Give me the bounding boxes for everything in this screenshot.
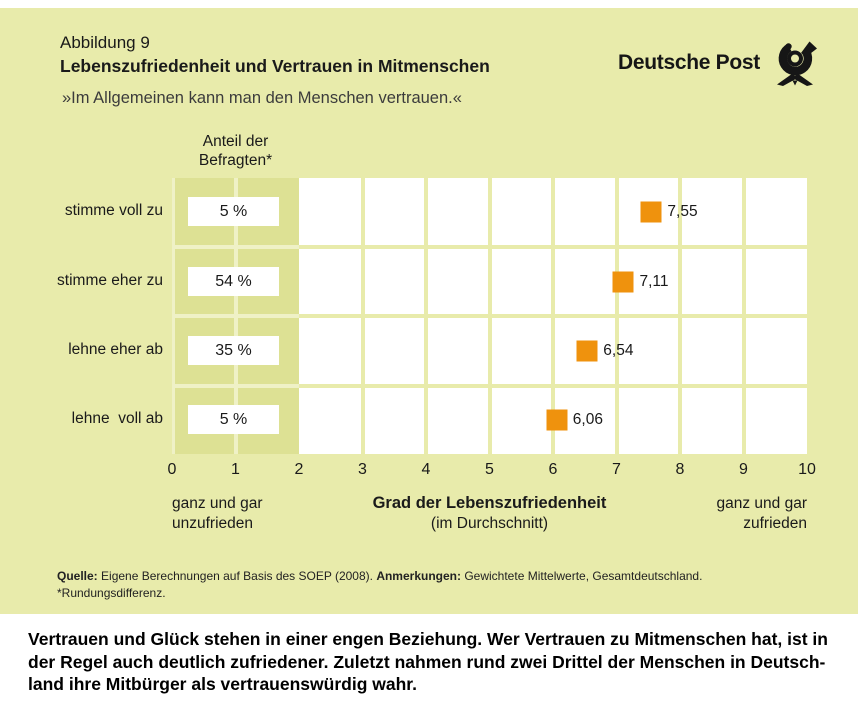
source-anmerkungen-text: Gewichtete Mittelwerte, Gesamtdeutschland. — [461, 569, 703, 583]
deutsche-post-logo — [618, 40, 824, 86]
marker-square — [577, 341, 598, 362]
x-tick-label: 7 — [612, 461, 621, 478]
bottom-caption-line: land ihre Mitbürger als vertrauenswürdig wahr. — [28, 674, 417, 694]
marker-square — [613, 272, 634, 293]
category-label: lehne voll ab — [71, 410, 163, 427]
gridline — [299, 384, 807, 388]
source-line1 — [57, 568, 702, 585]
share-column-header — [172, 132, 299, 170]
share-column-header-line1: Anteil der — [202, 133, 269, 150]
brand-wordmark: Deutsche Post — [618, 51, 760, 74]
x-tick-label: 0 — [167, 461, 177, 478]
x-tick-label: 4 — [421, 461, 431, 478]
bottom-caption — [28, 628, 848, 696]
x-axis-title-main: Grad der Lebenszufriedenheit — [372, 494, 607, 512]
data-point-label: 7,11 — [639, 273, 669, 290]
x-max-caption — [172, 494, 807, 534]
gridline — [172, 384, 299, 388]
x-max-caption-line2: zufrieden — [743, 515, 807, 532]
x-max-caption-line1: ganz und gar — [716, 495, 807, 512]
source-quelle-label: Quelle: — [57, 569, 98, 583]
marker-square — [641, 202, 662, 223]
marker-square — [546, 410, 567, 431]
figure-title: Lebenszufriedenheit und Vertrauen in Mitmenschen — [60, 56, 490, 76]
x-tick-label: 3 — [358, 461, 367, 478]
x-tick-label: 5 — [485, 461, 494, 478]
bottom-caption-line: Vertrauen und Glück stehen in einer engen Beziehung. Wer Vertrauen zu Mitmenschen hat, ist in — [28, 629, 828, 649]
source-anmerkungen-label: Anmerkungen: — [376, 569, 461, 583]
chart-panel — [0, 8, 858, 614]
x-tick-label: 6 — [548, 461, 558, 478]
gridline — [299, 245, 807, 249]
x-min-caption-line1: ganz und gar — [172, 495, 263, 512]
posthorn-icon — [768, 40, 824, 86]
source-line2: *Rundungsdifferenz. — [57, 585, 166, 600]
category-label: stimme voll zu — [64, 202, 163, 219]
figure-number: Abbildung 9 — [60, 33, 150, 52]
x-axis-title-sub: (im Durchschnitt) — [430, 515, 549, 532]
x-tick-label: 8 — [675, 461, 685, 478]
x-min-caption-line2: unzufrieden — [172, 515, 254, 532]
share-value-box: 5 % — [188, 197, 279, 226]
source-note — [57, 568, 702, 601]
share-value-box: 5 % — [188, 405, 279, 434]
category-label: lehne eher ab — [68, 341, 163, 358]
gridline — [172, 245, 299, 249]
x-tick-label: 2 — [294, 461, 304, 478]
gridline — [172, 314, 299, 318]
gridline — [299, 314, 807, 318]
data-point-label: 7,55 — [667, 203, 698, 220]
share-column-header-line2: Befragten* — [198, 152, 273, 169]
x-tick-label: 10 — [798, 461, 816, 478]
figure-quote: »Im Allgemeinen kann man den Menschen vertrauen.« — [62, 89, 462, 107]
data-point-label: 6,54 — [603, 342, 634, 359]
x-tick-label: 1 — [231, 461, 240, 478]
source-quelle-text: Eigene Berechnungen auf Basis des SOEP (2008). — [97, 569, 377, 583]
x-axis — [167, 461, 816, 481]
x-tick-label: 9 — [739, 461, 748, 478]
bottom-caption-line: der Regel auch deutlich zufriedener. Zuletzt nahmen rund zwei Drittel der Menschen in Deutsch- — [28, 651, 826, 672]
data-point-label: 6,06 — [572, 411, 603, 428]
share-value-box: 54 % — [188, 267, 279, 296]
category-label: stimme eher zu — [57, 272, 163, 289]
share-value-box: 35 % — [188, 336, 279, 365]
plot-area — [172, 178, 807, 454]
